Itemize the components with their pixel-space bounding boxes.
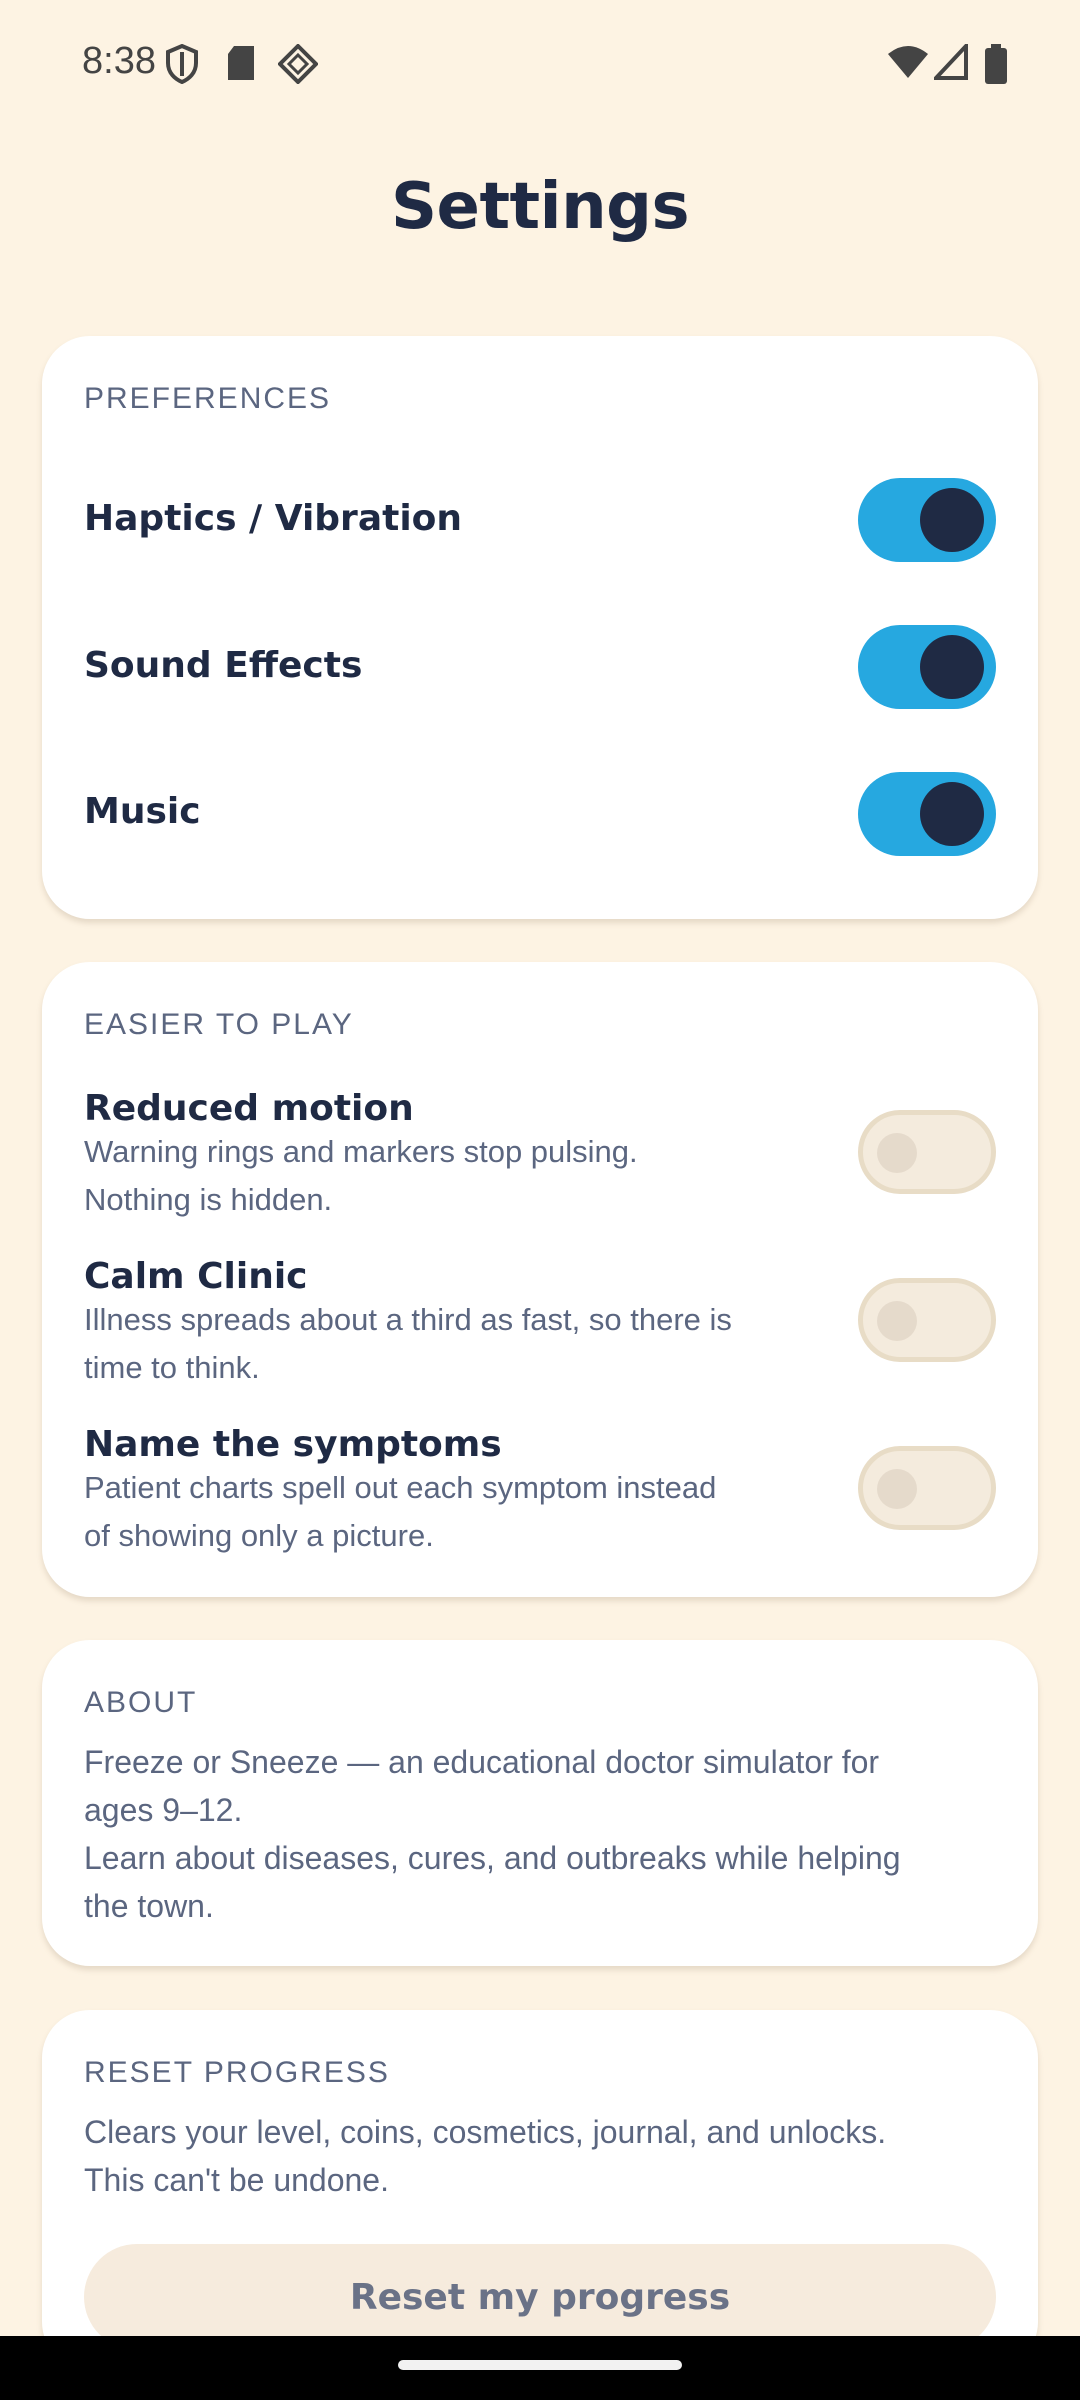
- easier-to-play-card: [42, 962, 1038, 1597]
- toggle-knob: [877, 1469, 917, 1509]
- about-header: ABOUT: [84, 1686, 198, 1719]
- toggle-knob: [920, 488, 984, 552]
- music-label: Music: [84, 791, 201, 832]
- reset-progress-button[interactable]: Reset my progress: [84, 2244, 996, 2350]
- calm-clinic-toggle[interactable]: [858, 1278, 996, 1362]
- about-text-line1: Freeze or Sneeze — an educational doctor simulator for: [84, 1744, 880, 1780]
- haptics-label: Haptics / Vibration: [84, 498, 463, 539]
- reduced-motion-desc-line1: Warning rings and markers stop pulsing.: [84, 1134, 638, 1169]
- status-time: 8:38: [82, 40, 156, 82]
- reduced-motion-desc-line2: Nothing is hidden.: [84, 1182, 333, 1217]
- status-bar: [0, 0, 1080, 128]
- haptics-toggle[interactable]: [858, 478, 996, 562]
- about-text-line3: Learn about diseases, cures, and outbreaks while helping: [84, 1840, 901, 1876]
- page-title: Settings: [390, 170, 690, 244]
- name-symptoms-toggle[interactable]: [858, 1446, 996, 1530]
- easier-to-play-header: EASIER TO PLAY: [84, 1008, 354, 1041]
- battery-icon: [985, 44, 1007, 84]
- reduced-motion-toggle[interactable]: [858, 1110, 996, 1194]
- toggle-knob: [920, 635, 984, 699]
- about-text-line2: ages 9–12.: [84, 1792, 243, 1828]
- navigation-bar: [0, 2336, 1080, 2400]
- sound-effects-label: Sound Effects: [84, 645, 363, 686]
- home-gesture-handle[interactable]: [398, 2360, 682, 2370]
- sound-effects-toggle[interactable]: [858, 625, 996, 709]
- wifi-icon: [888, 44, 928, 80]
- preferences-card: [42, 336, 1038, 919]
- about-text-line4: the town.: [84, 1888, 214, 1924]
- calm-clinic-desc-line2: time to think.: [84, 1350, 260, 1385]
- toggle-knob: [877, 1133, 917, 1173]
- name-symptoms-desc-line2: of showing only a picture.: [84, 1518, 434, 1553]
- toggle-knob: [877, 1301, 917, 1341]
- about-card: [42, 1640, 1038, 1966]
- preferences-header: PREFERENCES: [84, 382, 332, 415]
- reset-text-line2: This can't be undone.: [84, 2162, 389, 2198]
- shield-icon: [165, 44, 199, 84]
- reduced-motion-label: Reduced motion: [84, 1088, 414, 1129]
- name-symptoms-desc-line1: Patient charts spell out each symptom instead: [84, 1470, 717, 1505]
- sd-card-icon: [226, 44, 256, 82]
- reset-progress-header: RESET PROGRESS: [84, 2056, 390, 2089]
- toggle-knob: [920, 782, 984, 846]
- calm-clinic-label: Calm Clinic: [84, 1256, 308, 1297]
- diamond-grid-icon: [278, 44, 318, 84]
- calm-clinic-desc-line1: Illness spreads about a third as fast, so there is: [84, 1302, 732, 1337]
- music-toggle[interactable]: [858, 772, 996, 856]
- reset-text-line1: Clears your level, coins, cosmetics, journal, and unlocks.: [84, 2114, 887, 2150]
- name-symptoms-label: Name the symptoms: [84, 1424, 502, 1465]
- signal-icon: [934, 44, 968, 80]
- reset-progress-card: [42, 2010, 1038, 2370]
